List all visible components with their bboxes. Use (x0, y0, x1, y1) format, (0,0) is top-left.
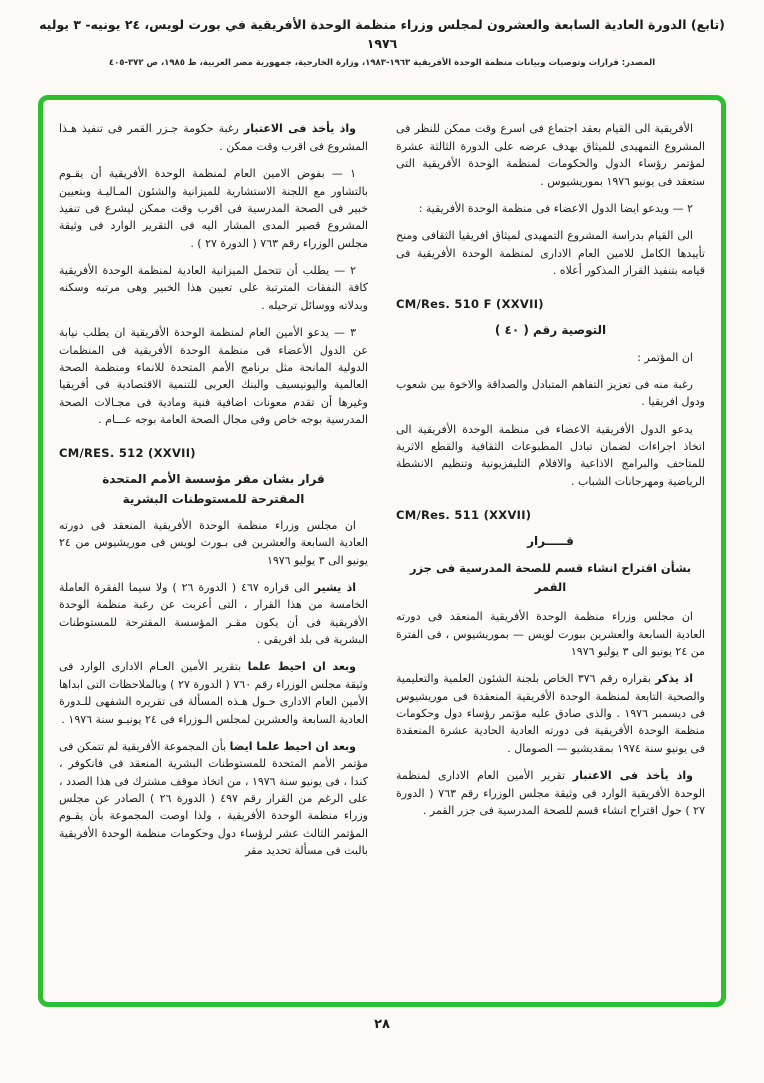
paragraph: ١ — بفوض الامين العام لمنظمة الوحدة الأفريقية أن يقـوم بالتشاور مع اللجنة الاستشارية للميزانية والشئون المـاليـة وبتعيين خبير فى الصحة المدرسية فى اقرب وقت ممكن ليشرع فى تنفيذ المشروع قصير المدى المشار اليه فى التقرير الوارد فى وثيقة مجلس الوزراء رقم ٧٦٣ ( الدورة ٢٧ ) . (59, 167, 368, 250)
paragraph: ان مجلس وزراء منظمة الوحدة الأفريقية المنعقد فى دورته العادية السابعة والعشرين فى بـورت لويس فى موريشيوس من ٢٤ يونيو الى ٣ يوليو ١٩٧٦ (59, 518, 368, 567)
paragraph (59, 120, 368, 155)
paragraph-lead: اذ يشير (314, 580, 356, 594)
paragraph (396, 767, 705, 819)
paragraph-lead: اذ يذكر (655, 672, 693, 686)
paragraph (59, 658, 368, 728)
paragraph-text: بأن المجموعة الأفريقية لم تتمكن فى مؤتمر الأمم المتحدة للمستوطنات البشرية المنعقد فى فانكوفر ، كندا ، فى يونيو سنة ١٩٧٦ ، من اتخاذ موقف مشترك فى هذا الصدد ، على الرغم من القرار رقم ٤٩٧ ( الدورة ٢٦ ) الصادر عن مجلس وزراء منظمة الوحدة الأفريقية ، ولذا اوصت المجموعة بأن يقـوم المؤتمر الثالث عشر لرؤساء دول وحكومات منظمة الوحدة الأفريقية بالبت فى مسألة تحديد مقر (59, 739, 368, 858)
resolution-code-heading: CM/RES. 512 (XXVII) (59, 446, 196, 461)
paragraph-text: الى قراره ٤٦٧ ( الدورة ٢٦ ) ولا سيما الفقرة العاملة الخامسة من هذا القرار ، التى أعربت عن رغبة منظمة الوحدة الأفريقية فى أن يكون مقـر المؤسسة المقترحة للمستوطنات البشرية فى بلد افريقى . (59, 580, 368, 647)
resolution-code-heading: CM/Res. 510 F (XXVII) (396, 297, 544, 312)
paragraph-text: بتقرير الأمين العـام الادارى الوارد فى وثيقة مجلس الوزراء رقم ٧٦٠ ( الدورة ٢٧ ) وبالملاحظات التى ابداها الأمين العام الادارى حـول هـذه المسألة فى تقريره الشفهى للـدورة العادية السابعة والعشرين لمجلس الـوزراء فى ٢٤ يونيـو سنة ١٩٧٦ . (59, 660, 368, 726)
paragraph: ٢ — ويدعو ايضا الدول الاعضاء فى منظمة الوحدة الأفريقية : (418, 201, 693, 215)
page-number: ٢٨ (374, 1017, 390, 1033)
page-title: (تابع) الدورة العادية السابعة والعشرون لمجلس وزراء منظمة الوحدة الأفريقية في بورت لويس، ٢٤ يونيه- ٣ يوليه ١٩٧٦ (39, 17, 725, 51)
paragraph: رغبة منه فى تعزيز التفاهم المتبادل والصداقة والاخوة بين شعوب ودول افريقيا . (396, 377, 705, 409)
paragraph-text: رغبة حكومة جـزر القمر فى تنفيذ هـذا المشروع فى اقرب وقت ممكن . (59, 122, 368, 153)
green-border-frame (38, 95, 726, 1007)
paragraph-lead: وبعد ان احيط علما (247, 660, 356, 674)
resolution-title: قرار بشان مقر مؤسسة الأمم المتحدة المقترحة للمستوطنات البشرية (102, 472, 325, 506)
paragraph-lead: واذ يأخذ فى الاعتبار (572, 769, 693, 783)
paragraph (59, 579, 368, 649)
column-left (59, 120, 368, 992)
paragraph: ٢ — يطلب أن تتحمل الميزانية العادية لمنظمة الوحدة الأفريقية كافة النفقات المترتبة على تعيين هذا الخبير وهى مرتبه وسكنه وبدلاته ووسائل ترحيله . (59, 264, 368, 312)
paragraph-lead: وبعد ان احيط علما ايضا (229, 739, 356, 753)
paragraph-text: تقرير الأمين العام الادارى لمنظمة الوحدة الأفريقية الوارد فى وثيقة مجلس الوزراء رقم ٧٦٣ ( الدورة ٢٧ ) حول اقتراح انشاء قسم للصحة المدرسية فى جزر القمر . (396, 769, 705, 817)
paragraph (59, 738, 368, 860)
paragraph-text: بقراره رقم ٣٧٦ الخاص بلجنة الشئون العلمية والتعليمية والصحية التابعة لمنظمة الوحدة الأفريقية المنعقدة فى موريشيوس فى ديسمبر ١٩٧٦ . والذى صادق عليه مؤتمر رؤساء دول وحكومات منظمة الوحدة الأفريقية فى دورته العادية الحادية عشرة المنعقدة فى يونيو سنة ١٩٧٤ بمقديشيو — الصومال . (396, 672, 705, 755)
paragraph: الأفريقية الى القيام بعقد اجتماع فى اسرع وقت ممكن للنظر فى المشروع التمهيدى للميثاق بهدف عرضه على الدورة الثالثة عشرة لمؤتمر رؤساء الدول والحكومات لمنظمة الوحدة الأفريقية التى ستعقد فى يونيو ١٩٧٦ بموريشيوس . (396, 122, 705, 188)
column-right (396, 120, 705, 992)
source-line: المصدر: قرارات وتوصيات وبيانات منظمة الوحدة الأفريقية ١٩٦٣-١٩٨٣، وزارة الخارجية، جمهورية مصر العربية، ط ١٩٨٥، ص ٣٧٢-٤٠٥ (108, 57, 656, 68)
paragraph: الى القيام بدراسة المشروع التمهيدى لميثاق افريقيا الثقافى ومنح تأييدها الكامل للامين العام الادارى لمنظمة الوحدة الأفريقية فى قيامه بتنفيذ القرار المذكور أعلاه . (396, 229, 705, 278)
paragraph-lead: واذ يأخذ فى الاعتبار (243, 122, 356, 136)
paragraph (396, 670, 705, 757)
two-column-layout (59, 120, 705, 992)
resolution-subject: بشأن اقتراح انشاء قسم للصحة المدرسية فى جزر القمر (409, 561, 692, 594)
paragraph: ان المؤتمر : (637, 350, 693, 364)
paragraph: ان مجلس وزراء منظمة الوحدة الأفريقية المنعقد فى دورته العادية السابعة والعشرين ببورت لويس — بموريشيوس ، فى الفترة من ٢٤ يونيو الى ٣ يوليو ١٩٧٦ (396, 610, 705, 658)
recommendation-title: التوصية رقم ( ٤٠ ) (494, 323, 607, 338)
resolution-code-heading: CM/Res. 511 (XXVII) (396, 508, 532, 523)
paragraph: ٣ — يدعو الأمين العام لمنظمة الوحدة الأفريقية ان يطلب نيابة عن الدول الأعضاء فى منظمة الوحدة الأفريقية فى المنظمات الدولية المانحة مثل برنامج الأمم المتحدة للانماء ومنظمة الصحة العالمية واليونيسيف والبنك العربى للتنمية الاقتصادية فى أفريقيا وغيرها أن تقدم معونات اضافية فنية ومادية فى مجـالات الصحة المدرسية بوجه خاص وفى مجال الصحة العامة بوجه عـــام . (59, 326, 368, 427)
page-header (0, 16, 764, 69)
paragraph: يدعو الدول الأفريقية الاعضاء فى منظمة الوحدة الأفريقية الى اتخاذ اجراءات لضمان تبادل المطبوعات الثقافية والقطع الاثرية للمتاحف والبرامج الاذاعية والافلام التليفزيونية وتنظيم الانشطة الرياضية ومهرجانات الشباب . (396, 422, 705, 488)
resolution-title: قـــــرار (527, 534, 574, 549)
